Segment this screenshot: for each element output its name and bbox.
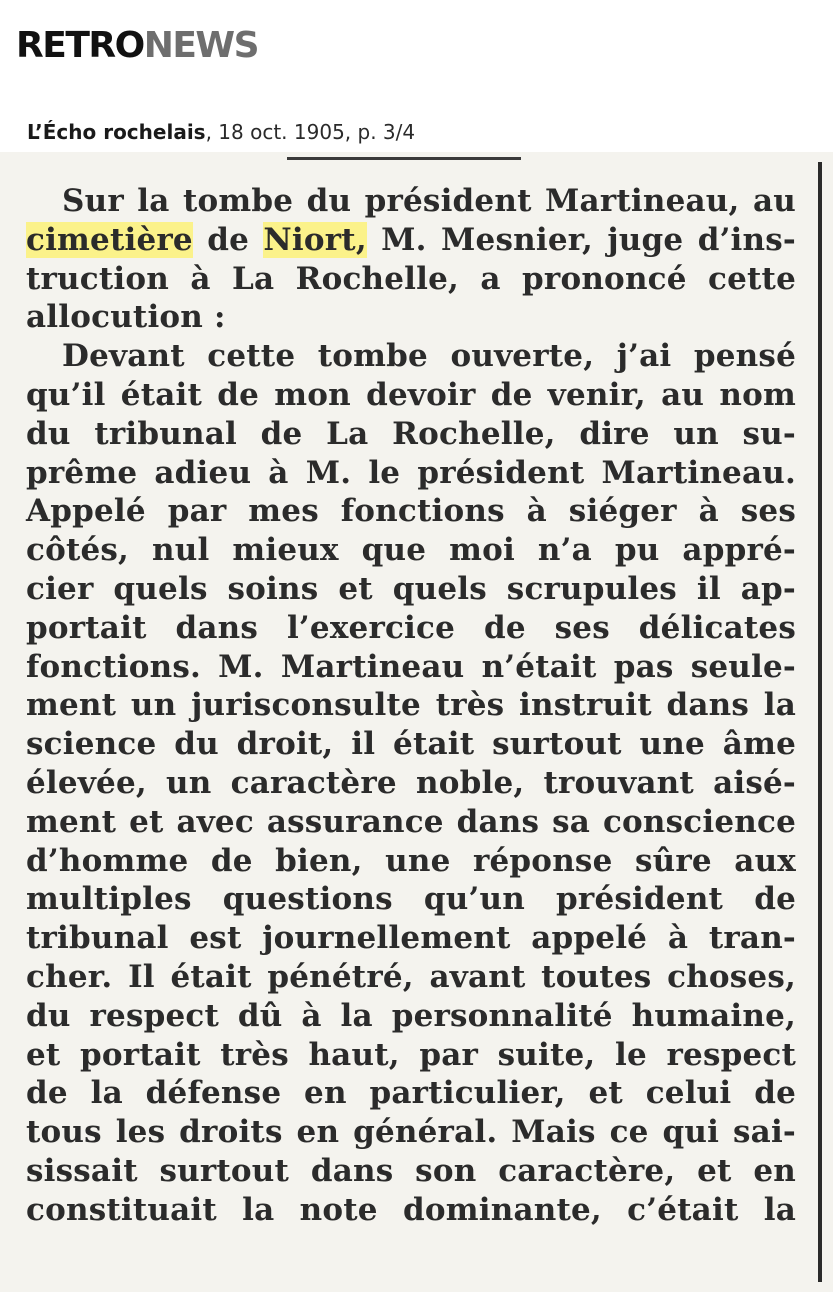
text-line: tribunal est journellement appelé à tran- xyxy=(26,920,796,957)
article-text xyxy=(26,182,796,1230)
text-line: portait dans l’exercice de ses délicates xyxy=(26,609,796,646)
text-line: sissait surtout dans son caractère, et en xyxy=(26,1152,796,1189)
text-line: ment un jurisconsulte très instruit dans la xyxy=(26,687,796,724)
text-line: tous les droits en général. Mais ce qui sai- xyxy=(26,1114,796,1151)
newspaper-clipping xyxy=(0,152,833,1292)
text-line: du respect dû à la personnalité humaine, xyxy=(26,997,796,1034)
logo-retro-text: RETRO xyxy=(16,25,144,66)
text-line: Sur la tombe du président Martineau, au xyxy=(62,183,796,219)
paragraph-intro xyxy=(26,182,796,337)
highlight-cimetiere: cimetière xyxy=(26,221,193,258)
text-line: cier quels soins et quels scrupules il ap- xyxy=(26,570,796,607)
column-rule xyxy=(818,162,822,1282)
retronews-logo[interactable] xyxy=(16,25,259,66)
text-line: fonctions. M. Martineau n’était pas seule- xyxy=(26,648,796,685)
text-line: élevée, un caractère noble, trouvant aisé- xyxy=(26,764,796,801)
text-line: de la défense en particulier, et celui de xyxy=(26,1075,796,1112)
logo-news-text: NEWS xyxy=(143,25,259,66)
publication-details: , 18 oct. 1905, p. 3/4 xyxy=(205,120,416,144)
text-line: cimetière de Niort, M. Mesnier, juge d’ins- xyxy=(26,221,796,258)
text-line: côtés, nul mieux que moi n’a pu appré- xyxy=(26,532,796,569)
text-line: multiples questions qu’un président de xyxy=(26,881,796,918)
source-caption xyxy=(27,118,415,146)
text-line: ment et avec assurance dans sa conscience xyxy=(26,803,796,840)
text-line: allocution : xyxy=(26,299,226,336)
text-line: prême adieu à M. le président Martineau. xyxy=(26,454,796,491)
text-line: du tribunal de La Rochelle, dire un su- xyxy=(26,415,796,452)
text-line: et portait très haut, par suite, le respect xyxy=(26,1036,796,1073)
text-line: d’homme de bien, une réponse sûre aux xyxy=(26,842,796,879)
publication-title: L’Écho rochelais xyxy=(27,120,206,144)
highlight-niort: Niort, xyxy=(263,221,367,258)
text-line: Appelé par mes fonctions à siéger à ses xyxy=(26,493,796,530)
text-line: qu’il était de mon devoir de venir, au nom xyxy=(26,376,796,413)
text-line: cher. Il était pénétré, avant toutes choses, xyxy=(26,958,796,995)
text-line: truction à La Rochelle, a prononcé cette xyxy=(26,260,796,297)
text-line: Devant cette tombe ouverte, j’ai pensé xyxy=(62,338,796,375)
top-rule xyxy=(287,157,521,160)
text-line: science du droit, il était surtout une âme xyxy=(26,726,796,763)
paragraph-speech xyxy=(26,337,796,1229)
text-line: constituait la note dominante, c’était la xyxy=(26,1191,796,1228)
